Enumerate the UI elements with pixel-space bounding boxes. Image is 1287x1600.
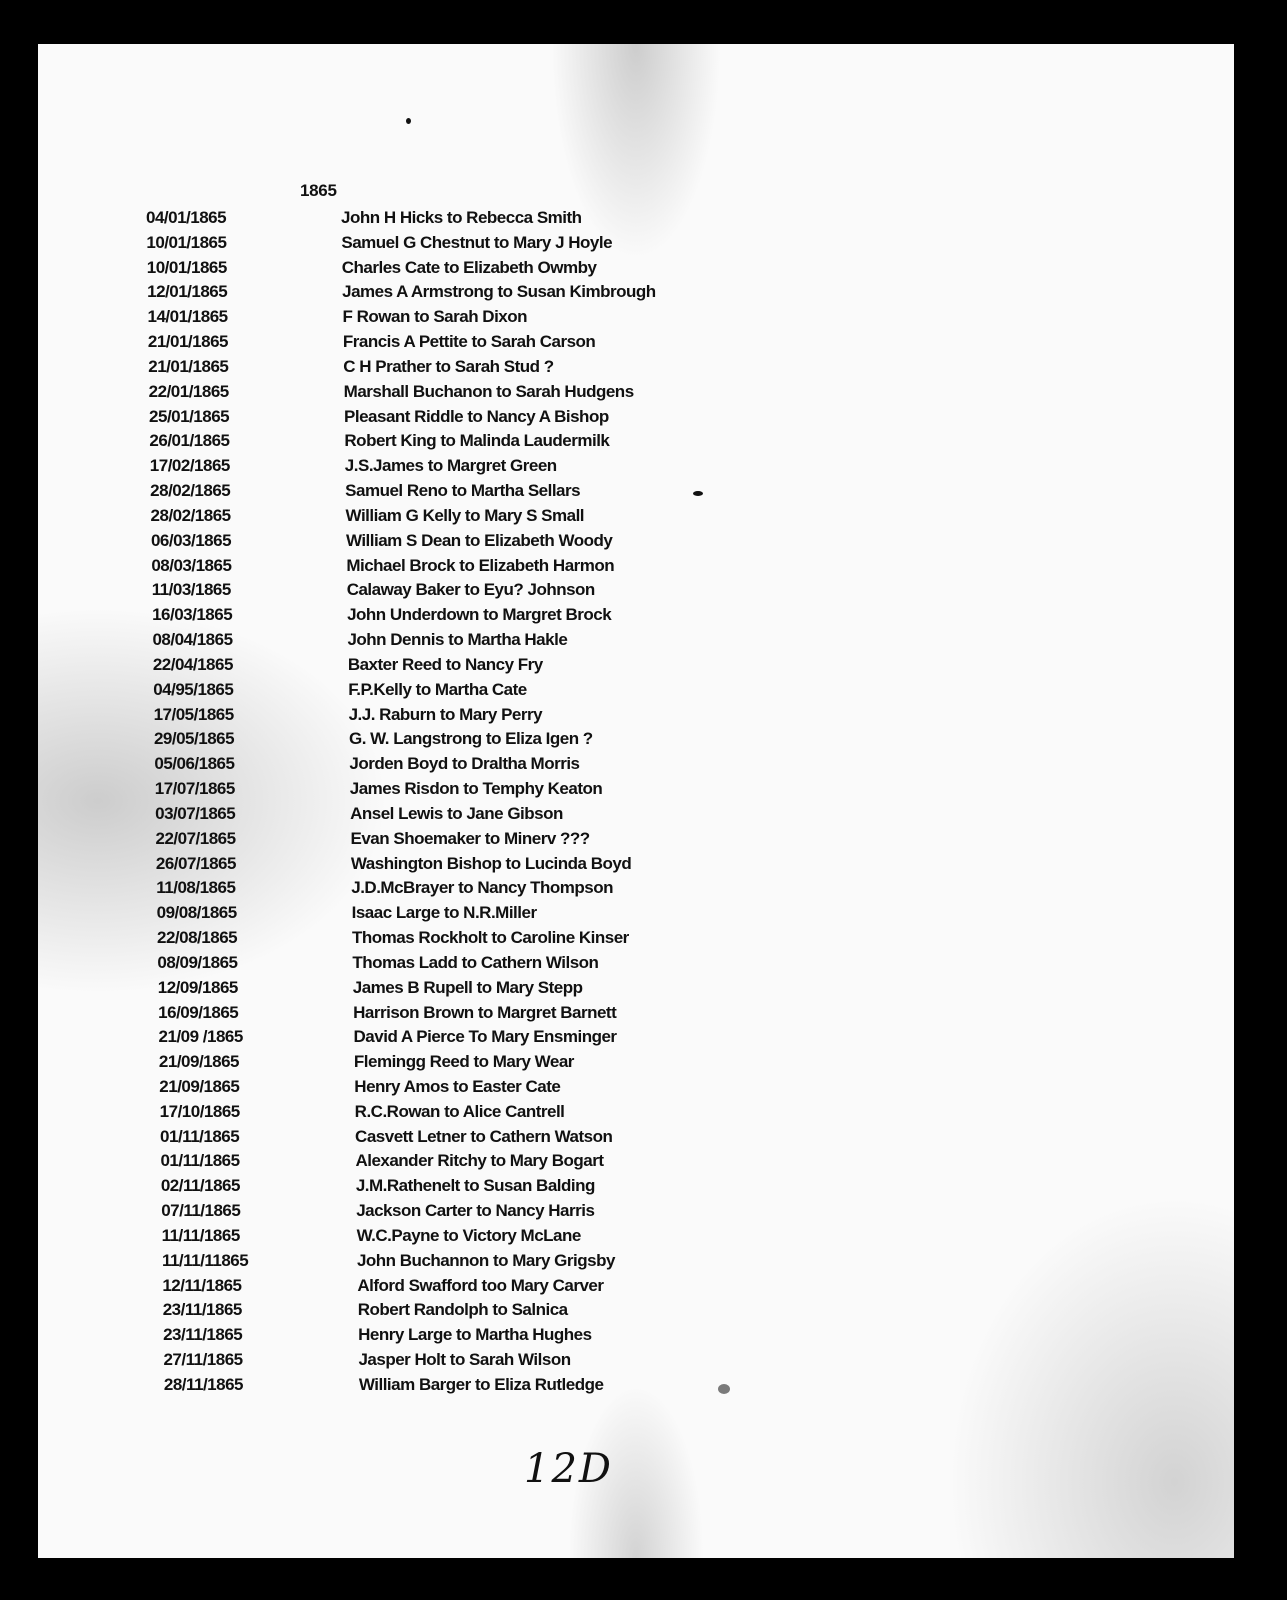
record-names: J.M.Rathenelt to Susan Balding	[355, 1176, 595, 1196]
record-date: 03/07/1865	[155, 803, 236, 823]
record-row	[147, 280, 946, 305]
record-row	[156, 876, 946, 901]
record-names: Henry Large to Martha Hughes	[358, 1325, 592, 1345]
record-row	[150, 454, 946, 479]
record-date: 17/05/1865	[153, 704, 234, 724]
record-names: Casvett Letner to Cathern Watson	[355, 1126, 613, 1146]
record-date: 26/07/1865	[155, 853, 236, 873]
record-names: James A Armstrong to Susan Kimbrough	[342, 282, 656, 302]
record-date: 23/11/1865	[163, 1325, 243, 1345]
record-row	[155, 777, 946, 802]
record-row	[162, 1224, 946, 1249]
record-row	[147, 256, 946, 281]
record-date: 12/01/1865	[147, 282, 228, 302]
record-row	[152, 603, 946, 628]
record-row	[160, 1100, 946, 1125]
record-names: Harrison Brown to Margret Barnett	[353, 1002, 617, 1022]
record-names: David A Pierce To Mary Ensminger	[353, 1027, 617, 1047]
ink-speck	[693, 491, 703, 496]
record-row	[149, 380, 946, 405]
record-names: Jorden Boyd to Draltha Morris	[349, 754, 580, 774]
record-names: Washington Bishop to Lucinda Boyd	[350, 853, 632, 873]
record-date: 12/11/1865	[162, 1275, 242, 1295]
record-date: 28/02/1865	[150, 481, 231, 501]
record-row	[149, 429, 946, 454]
year-heading: 1865	[300, 181, 337, 200]
record-date: 08/09/1865	[157, 952, 238, 972]
record-date: 08/04/1865	[152, 630, 233, 650]
record-names: Robert Randolph to Salnica	[357, 1300, 568, 1320]
record-date: 21/01/1865	[147, 332, 228, 352]
record-names: Jasper Holt to Sarah Wilson	[358, 1350, 571, 1370]
record-date: 22/01/1865	[148, 381, 229, 401]
record-names: Jackson Carter to Nancy Harris	[356, 1201, 595, 1221]
record-row	[154, 727, 946, 752]
record-date: 09/08/1865	[156, 903, 237, 923]
record-date: 21/01/1865	[148, 356, 229, 376]
record-names: J.D.McBrayer to Nancy Thompson	[351, 878, 614, 898]
record-names: J.S.James to Margret Green	[344, 456, 557, 476]
record-date: 10/01/1865	[146, 257, 227, 277]
record-date: 11/03/1865	[151, 580, 231, 600]
record-date: 29/05/1865	[153, 729, 235, 749]
record-row	[153, 653, 946, 678]
record-names: James B Rupell to Mary Stepp	[352, 977, 583, 997]
record-date: 06/03/1865	[150, 530, 232, 550]
record-row	[160, 1149, 946, 1174]
record-row	[151, 504, 946, 529]
marriage-records-list	[146, 206, 946, 1398]
record-date: 11/11/11865	[161, 1250, 249, 1270]
record-names: F Rowan to Sarah Dixon	[342, 307, 528, 327]
record-names: Michael Brock to Elizabeth Harmon	[346, 555, 615, 575]
record-row	[163, 1348, 946, 1373]
record-date: 26/01/1865	[149, 431, 230, 451]
record-date: 17/10/1865	[159, 1101, 240, 1121]
record-names: C H Prather to Sarah Stud ?	[343, 356, 554, 376]
record-row	[159, 1075, 946, 1100]
record-names: G. W. Langstrong to Eliza Igen ?	[348, 729, 593, 749]
record-row	[150, 479, 946, 504]
record-date: 04/95/1865	[153, 679, 234, 699]
record-names: Francis A Pettite to Sarah Carson	[342, 332, 596, 352]
record-row	[146, 231, 946, 256]
record-names: Pleasant Riddle to Nancy A Bishop	[344, 406, 609, 426]
record-names: Marshall Buchanon to Sarah Hudgens	[343, 381, 634, 401]
record-date: 14/01/1865	[147, 307, 228, 327]
record-row	[157, 926, 946, 951]
record-date: 16/09/1865	[158, 1002, 239, 1022]
record-date: 08/03/1865	[151, 555, 232, 575]
record-names: Evan Shoemaker to Minerv ???	[350, 828, 590, 848]
record-row	[155, 802, 946, 827]
record-row	[152, 628, 946, 653]
document-page	[38, 44, 1234, 1558]
record-row	[152, 578, 946, 603]
record-row	[161, 1199, 946, 1224]
record-row	[154, 703, 946, 728]
record-row	[153, 678, 946, 703]
record-row	[146, 206, 946, 231]
record-date: 21/09 /1865	[158, 1027, 243, 1047]
handwritten-page-number: 12D	[524, 1446, 613, 1492]
record-row	[156, 827, 947, 852]
record-names: Flemingg Reed to Mary Wear	[353, 1052, 574, 1072]
record-row	[161, 1174, 946, 1199]
record-names: Charles Cate to Elizabeth Owmby	[341, 257, 597, 277]
record-date: 28/11/1865	[163, 1374, 244, 1394]
record-date: 21/09/1865	[158, 1052, 239, 1072]
record-row	[164, 1373, 946, 1398]
record-row	[157, 901, 946, 926]
record-names: Robert King to Malinda Laudermilk	[344, 431, 610, 451]
ink-speck	[406, 118, 411, 124]
record-names: Ansel Lewis to Jane Gibson	[350, 803, 563, 823]
record-names: F.P.Kelly to Martha Cate	[348, 679, 527, 699]
record-date: 22/04/1865	[152, 654, 233, 674]
record-date: 16/03/1865	[152, 605, 233, 625]
record-names: Thomas Ladd to Cathern Wilson	[352, 952, 599, 972]
record-names: Henry Amos to Easter Cate	[354, 1076, 561, 1096]
record-names: Isaac Large to N.R.Miller	[351, 903, 537, 923]
record-row	[154, 752, 946, 777]
record-date: 11/11/1865	[161, 1225, 240, 1245]
record-row	[149, 405, 946, 430]
record-row	[148, 355, 946, 380]
record-names: William S Dean to Elizabeth Woody	[345, 530, 613, 550]
record-names: John Dennis to Martha Hakle	[347, 630, 568, 650]
record-names: William Barger to Eliza Rutledge	[358, 1374, 604, 1394]
record-row	[160, 1125, 946, 1150]
record-row	[158, 976, 946, 1001]
record-names: William G Kelly to Mary S Small	[345, 505, 585, 525]
record-names: Samuel Reno to Martha Sellars	[345, 481, 581, 501]
record-row	[148, 305, 946, 330]
record-names: Samuel G Chestnut to Mary J Hoyle	[341, 232, 613, 252]
record-date: 25/01/1865	[149, 406, 230, 426]
record-names: W.C.Payne to Victory McLane	[356, 1225, 581, 1245]
record-names: Baxter Reed to Nancy Fry	[347, 654, 543, 674]
ink-speck	[718, 1384, 730, 1394]
record-row	[163, 1323, 946, 1348]
record-names: John Buchannon to Mary Grigsby	[356, 1250, 615, 1270]
record-date: 10/01/1865	[146, 232, 227, 252]
record-row	[151, 529, 946, 554]
record-date: 04/01/1865	[146, 208, 227, 227]
record-date: 27/11/1865	[163, 1350, 243, 1370]
record-row	[159, 1025, 946, 1050]
record-date: 17/07/1865	[154, 779, 235, 799]
record-names: John Underdown to Margret Brock	[347, 605, 612, 625]
record-row	[163, 1298, 946, 1323]
record-date: 17/02/1865	[149, 456, 230, 476]
record-row	[158, 1001, 946, 1026]
record-names: James Risdon to Temphy Keaton	[349, 779, 603, 799]
record-row	[159, 1050, 946, 1075]
record-row	[162, 1249, 946, 1274]
record-date: 12/09/1865	[157, 977, 238, 997]
record-date: 28/02/1865	[150, 505, 231, 525]
record-date: 22/07/1865	[155, 828, 236, 848]
record-row	[156, 852, 946, 877]
record-date: 07/11/1865	[161, 1201, 241, 1221]
record-names: R.C.Rowan to Alice Cantrell	[354, 1101, 565, 1121]
record-date: 21/09/1865	[159, 1076, 240, 1096]
record-names: John H Hicks to Rebecca Smith	[341, 208, 582, 227]
record-row	[157, 951, 946, 976]
record-row	[151, 554, 946, 579]
record-names: Calaway Baker to Eyu? Johnson	[346, 580, 595, 600]
record-date: 11/08/1865	[156, 878, 236, 898]
record-date: 23/11/1865	[162, 1300, 242, 1320]
record-row	[148, 330, 946, 355]
record-date: 02/11/1865	[160, 1176, 240, 1196]
record-date: 01/11/1865	[160, 1151, 240, 1171]
record-names: Alford Swafford too Mary Carver	[357, 1275, 604, 1295]
record-row	[162, 1274, 946, 1299]
record-date: 22/08/1865	[157, 928, 238, 948]
record-names: Alexander Ritchy to Mary Bogart	[355, 1151, 604, 1171]
record-date: 01/11/1865	[160, 1126, 240, 1146]
record-names: Thomas Rockholt to Caroline Kinser	[352, 928, 629, 948]
record-names: J.J. Raburn to Mary Perry	[348, 704, 543, 724]
record-date: 05/06/1865	[154, 754, 235, 774]
